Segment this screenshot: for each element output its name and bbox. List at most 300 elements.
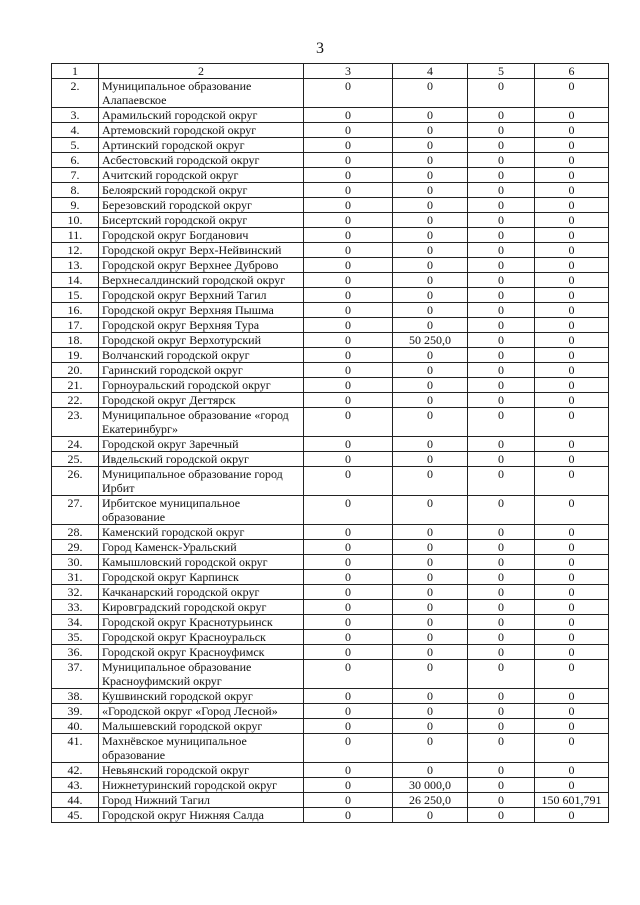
column-5-value-cell: 0 [468, 243, 535, 258]
column-3-value-cell: 0 [304, 630, 393, 645]
municipality-name-cell: Городской округ Красноуфимск [99, 645, 304, 660]
column-6-value-cell: 0 [535, 153, 609, 168]
table-row [52, 288, 609, 303]
column-6-value-cell: 0 [535, 437, 609, 452]
municipality-name-cell: Муниципальное образование Красноуфимский округ [99, 660, 304, 689]
row-number-cell: 35. [52, 630, 99, 645]
table-row [52, 585, 609, 600]
column-6-value-cell: 0 [535, 318, 609, 333]
column-4-value-cell: 0 [393, 378, 468, 393]
row-number-cell: 6. [52, 153, 99, 168]
column-6-value-cell: 0 [535, 258, 609, 273]
column-5-value-cell: 0 [468, 198, 535, 213]
column-6-value-cell: 0 [535, 778, 609, 793]
column-5-value-cell: 0 [468, 778, 535, 793]
row-number-cell: 19. [52, 348, 99, 363]
column-5-value-cell: 0 [468, 408, 535, 437]
row-number-cell: 34. [52, 615, 99, 630]
column-5-value-cell: 0 [468, 318, 535, 333]
column-4-value-cell: 0 [393, 630, 468, 645]
column-3-value-cell: 0 [304, 555, 393, 570]
municipality-name-cell: Город Нижний Тагил [99, 793, 304, 808]
row-number-cell: 5. [52, 138, 99, 153]
column-4-value-cell: 26 250,0 [393, 793, 468, 808]
row-number-cell: 43. [52, 778, 99, 793]
column-3-value-cell: 0 [304, 348, 393, 363]
column-6-value-cell: 0 [535, 540, 609, 555]
column-3-value-cell: 0 [304, 153, 393, 168]
column-4-value-cell: 0 [393, 123, 468, 138]
row-number-cell: 10. [52, 213, 99, 228]
column-5-value-cell: 0 [468, 570, 535, 585]
table-row [52, 273, 609, 288]
column-4-value-cell: 0 [393, 496, 468, 525]
table-row [52, 645, 609, 660]
table-row [52, 303, 609, 318]
table-row [52, 79, 609, 108]
column-3-value-cell: 0 [304, 763, 393, 778]
row-number-cell: 44. [52, 793, 99, 808]
table-row [52, 123, 609, 138]
municipality-name-cell: Городской округ Заречный [99, 437, 304, 452]
municipality-name-cell: Каменский городской округ [99, 525, 304, 540]
table-body [52, 79, 609, 823]
row-number-cell: 42. [52, 763, 99, 778]
row-number-cell: 4. [52, 123, 99, 138]
municipality-name-cell: Городской округ Верх-Нейвинский [99, 243, 304, 258]
page-number: 3 [316, 40, 324, 57]
row-number-cell: 15. [52, 288, 99, 303]
column-6-value-cell: 0 [535, 168, 609, 183]
table-row [52, 408, 609, 437]
municipality-name-cell: Городской округ Красноуральск [99, 630, 304, 645]
table-row [52, 437, 609, 452]
column-3-value-cell: 0 [304, 452, 393, 467]
column-3-value-cell: 0 [304, 213, 393, 228]
column-6-value-cell: 0 [535, 630, 609, 645]
table-row [52, 763, 609, 778]
column-5-value-cell: 0 [468, 763, 535, 778]
table-row [52, 570, 609, 585]
column-6-value-cell: 0 [535, 452, 609, 467]
column-4-value-cell: 0 [393, 763, 468, 778]
row-number-cell: 26. [52, 467, 99, 496]
column-6-value-cell: 0 [535, 108, 609, 123]
column-5-value-cell: 0 [468, 393, 535, 408]
table-row [52, 719, 609, 734]
column-5-value-cell: 0 [468, 437, 535, 452]
column-3-value-cell: 0 [304, 258, 393, 273]
column-5-value-cell: 0 [468, 363, 535, 378]
column-6-value-cell: 0 [535, 496, 609, 525]
column-3-value-cell: 0 [304, 243, 393, 258]
table-row [52, 808, 609, 823]
column-6-value-cell: 0 [535, 734, 609, 763]
column-6-value-cell: 0 [535, 704, 609, 719]
column-6-value-cell: 0 [535, 408, 609, 437]
table-row [52, 333, 609, 348]
column-6-value-cell: 0 [535, 763, 609, 778]
row-number-cell: 37. [52, 660, 99, 689]
table-row [52, 555, 609, 570]
table-row [52, 168, 609, 183]
municipality-name-cell: Асбестовский городской округ [99, 153, 304, 168]
column-6-value-cell: 0 [535, 363, 609, 378]
column-5-value-cell: 0 [468, 108, 535, 123]
row-number-cell: 7. [52, 168, 99, 183]
column-6-value-cell: 0 [535, 393, 609, 408]
column-4-value-cell: 0 [393, 363, 468, 378]
column-3-value-cell: 0 [304, 79, 393, 108]
column-3-value-cell: 0 [304, 778, 393, 793]
column-3-value-cell: 0 [304, 378, 393, 393]
column-5-value-cell: 0 [468, 452, 535, 467]
row-number-cell: 21. [52, 378, 99, 393]
municipality-name-cell: Муниципальное образование Алапаевское [99, 79, 304, 108]
column-6-value-cell: 0 [535, 555, 609, 570]
column-5-value-cell: 0 [468, 348, 535, 363]
table-row [52, 108, 609, 123]
row-number-cell: 14. [52, 273, 99, 288]
column-3-value-cell: 0 [304, 808, 393, 823]
municipality-name-cell: Ивдельский городской округ [99, 452, 304, 467]
column-3-value-cell: 0 [304, 585, 393, 600]
table-row [52, 778, 609, 793]
column-3-value-cell: 0 [304, 719, 393, 734]
row-number-cell: 11. [52, 228, 99, 243]
municipality-name-cell: Городской округ Верхняя Тура [99, 318, 304, 333]
table-row [52, 318, 609, 333]
column-5-value-cell: 0 [468, 734, 535, 763]
row-number-cell: 16. [52, 303, 99, 318]
column-6-value-cell: 150 601,791 [535, 793, 609, 808]
column-5-value-cell: 0 [468, 540, 535, 555]
table-row [52, 183, 609, 198]
column-3-value-cell: 0 [304, 363, 393, 378]
row-number-cell: 45. [52, 808, 99, 823]
column-4-value-cell: 0 [393, 168, 468, 183]
column-6-value-cell: 0 [535, 467, 609, 496]
row-number-cell: 31. [52, 570, 99, 585]
table-row [52, 496, 609, 525]
column-4-value-cell: 0 [393, 467, 468, 496]
column-4-value-cell: 0 [393, 452, 468, 467]
column-4-value-cell: 0 [393, 228, 468, 243]
column-4-value-cell: 0 [393, 183, 468, 198]
column-5-value-cell: 0 [468, 600, 535, 615]
municipality-name-cell: Березовский городской округ [99, 198, 304, 213]
column-6-value-cell: 0 [535, 585, 609, 600]
column-5-value-cell: 0 [468, 303, 535, 318]
column-header: 5 [468, 64, 535, 79]
table-row [52, 348, 609, 363]
column-5-value-cell: 0 [468, 808, 535, 823]
column-3-value-cell: 0 [304, 704, 393, 719]
column-6-value-cell: 0 [535, 138, 609, 153]
column-3-value-cell: 0 [304, 108, 393, 123]
row-number-cell: 36. [52, 645, 99, 660]
table-row [52, 734, 609, 763]
column-3-value-cell: 0 [304, 168, 393, 183]
row-number-cell: 2. [52, 79, 99, 108]
table-row [52, 153, 609, 168]
allocation-table [51, 63, 609, 823]
row-number-cell: 13. [52, 258, 99, 273]
table-row [52, 689, 609, 704]
column-3-value-cell: 0 [304, 496, 393, 525]
column-3-value-cell: 0 [304, 393, 393, 408]
row-number-cell: 25. [52, 452, 99, 467]
row-number-cell: 32. [52, 585, 99, 600]
column-3-value-cell: 0 [304, 318, 393, 333]
column-5-value-cell: 0 [468, 183, 535, 198]
column-4-value-cell: 0 [393, 213, 468, 228]
column-3-value-cell: 0 [304, 615, 393, 630]
column-6-value-cell: 0 [535, 808, 609, 823]
column-3-value-cell: 0 [304, 408, 393, 437]
column-3-value-cell: 0 [304, 273, 393, 288]
table-row [52, 393, 609, 408]
table-row [52, 228, 609, 243]
column-5-value-cell: 0 [468, 467, 535, 496]
municipality-name-cell: Городской округ Верхний Тагил [99, 288, 304, 303]
table-row [52, 704, 609, 719]
column-5-value-cell: 0 [468, 704, 535, 719]
column-6-value-cell: 0 [535, 198, 609, 213]
column-6-value-cell: 0 [535, 719, 609, 734]
column-header: 4 [393, 64, 468, 79]
municipality-name-cell: Артемовский городской округ [99, 123, 304, 138]
column-4-value-cell: 0 [393, 585, 468, 600]
column-4-value-cell: 0 [393, 348, 468, 363]
table-row [52, 452, 609, 467]
column-3-value-cell: 0 [304, 525, 393, 540]
row-number-cell: 23. [52, 408, 99, 437]
row-number-cell: 30. [52, 555, 99, 570]
column-6-value-cell: 0 [535, 348, 609, 363]
row-number-cell: 38. [52, 689, 99, 704]
row-number-cell: 28. [52, 525, 99, 540]
table-row [52, 467, 609, 496]
column-6-value-cell: 0 [535, 333, 609, 348]
municipality-name-cell: Городской округ Дегтярск [99, 393, 304, 408]
row-number-cell: 8. [52, 183, 99, 198]
column-5-value-cell: 0 [468, 273, 535, 288]
column-6-value-cell: 0 [535, 660, 609, 689]
row-number-cell: 39. [52, 704, 99, 719]
row-number-cell: 41. [52, 734, 99, 763]
column-3-value-cell: 0 [304, 198, 393, 213]
column-4-value-cell: 0 [393, 645, 468, 660]
municipality-name-cell: Кировградский городской округ [99, 600, 304, 615]
column-6-value-cell: 0 [535, 123, 609, 138]
column-6-value-cell: 0 [535, 79, 609, 108]
column-3-value-cell: 0 [304, 600, 393, 615]
column-3-value-cell: 0 [304, 123, 393, 138]
column-4-value-cell: 0 [393, 615, 468, 630]
row-number-cell: 12. [52, 243, 99, 258]
municipality-name-cell: Городской округ Краснотурьинск [99, 615, 304, 630]
column-4-value-cell: 0 [393, 273, 468, 288]
row-number-cell: 18. [52, 333, 99, 348]
column-6-value-cell: 0 [535, 183, 609, 198]
column-5-value-cell: 0 [468, 79, 535, 108]
column-5-value-cell: 0 [468, 288, 535, 303]
row-number-cell: 24. [52, 437, 99, 452]
municipality-name-cell: Городской округ Верхняя Пышма [99, 303, 304, 318]
column-4-value-cell: 0 [393, 525, 468, 540]
column-4-value-cell: 0 [393, 393, 468, 408]
column-3-value-cell: 0 [304, 437, 393, 452]
column-3-value-cell: 0 [304, 288, 393, 303]
municipality-name-cell: Камышловский городской округ [99, 555, 304, 570]
municipality-name-cell: Городской округ Верхнее Дуброво [99, 258, 304, 273]
column-4-value-cell: 0 [393, 734, 468, 763]
column-6-value-cell: 0 [535, 273, 609, 288]
column-5-value-cell: 0 [468, 213, 535, 228]
column-4-value-cell: 0 [393, 719, 468, 734]
row-number-cell: 27. [52, 496, 99, 525]
municipality-name-cell: Верхнесалдинский городской округ [99, 273, 304, 288]
table-row [52, 793, 609, 808]
column-6-value-cell: 0 [535, 288, 609, 303]
municipality-name-cell: Белоярский городской округ [99, 183, 304, 198]
column-4-value-cell: 0 [393, 303, 468, 318]
column-3-value-cell: 0 [304, 734, 393, 763]
table-row [52, 243, 609, 258]
table-row [52, 615, 609, 630]
column-5-value-cell: 0 [468, 555, 535, 570]
municipality-name-cell: Муниципальное образование город Ирбит [99, 467, 304, 496]
column-4-value-cell: 0 [393, 318, 468, 333]
municipality-name-cell: Нижнетуринский городской округ [99, 778, 304, 793]
municipality-name-cell: Артинский городской округ [99, 138, 304, 153]
column-4-value-cell: 0 [393, 138, 468, 153]
municipality-name-cell: Городской округ Нижняя Салда [99, 808, 304, 823]
column-4-value-cell: 0 [393, 408, 468, 437]
municipality-name-cell: Качканарский городской округ [99, 585, 304, 600]
column-6-value-cell: 0 [535, 213, 609, 228]
column-4-value-cell: 30 000,0 [393, 778, 468, 793]
column-5-value-cell: 0 [468, 615, 535, 630]
column-4-value-cell: 0 [393, 153, 468, 168]
table-row [52, 525, 609, 540]
column-3-value-cell: 0 [304, 660, 393, 689]
column-6-value-cell: 0 [535, 243, 609, 258]
column-3-value-cell: 0 [304, 540, 393, 555]
column-header: 1 [52, 64, 99, 79]
column-4-value-cell: 50 250,0 [393, 333, 468, 348]
table-row [52, 660, 609, 689]
column-4-value-cell: 0 [393, 108, 468, 123]
column-6-value-cell: 0 [535, 615, 609, 630]
column-6-value-cell: 0 [535, 303, 609, 318]
column-5-value-cell: 0 [468, 333, 535, 348]
column-3-value-cell: 0 [304, 228, 393, 243]
municipality-name-cell: Невьянский городской округ [99, 763, 304, 778]
municipality-name-cell: Гаринский городской округ [99, 363, 304, 378]
municipality-name-cell: Махнёвское муниципальное образование [99, 734, 304, 763]
column-6-value-cell: 0 [535, 378, 609, 393]
row-number-cell: 3. [52, 108, 99, 123]
column-5-value-cell: 0 [468, 689, 535, 704]
column-4-value-cell: 0 [393, 79, 468, 108]
column-5-value-cell: 0 [468, 525, 535, 540]
row-number-cell: 33. [52, 600, 99, 615]
column-3-value-cell: 0 [304, 138, 393, 153]
column-4-value-cell: 0 [393, 243, 468, 258]
column-5-value-cell: 0 [468, 719, 535, 734]
column-4-value-cell: 0 [393, 437, 468, 452]
column-6-value-cell: 0 [535, 689, 609, 704]
column-header: 2 [99, 64, 304, 79]
column-3-value-cell: 0 [304, 793, 393, 808]
municipality-name-cell: Ирбитское муниципальное образование [99, 496, 304, 525]
column-4-value-cell: 0 [393, 555, 468, 570]
column-3-value-cell: 0 [304, 333, 393, 348]
column-5-value-cell: 0 [468, 630, 535, 645]
column-4-value-cell: 0 [393, 600, 468, 615]
column-5-value-cell: 0 [468, 585, 535, 600]
table-row [52, 540, 609, 555]
column-3-value-cell: 0 [304, 183, 393, 198]
row-number-cell: 40. [52, 719, 99, 734]
column-5-value-cell: 0 [468, 258, 535, 273]
column-6-value-cell: 0 [535, 645, 609, 660]
column-4-value-cell: 0 [393, 660, 468, 689]
column-5-value-cell: 0 [468, 168, 535, 183]
column-4-value-cell: 0 [393, 704, 468, 719]
municipality-name-cell: Бисертский городской округ [99, 213, 304, 228]
column-5-value-cell: 0 [468, 793, 535, 808]
table-row [52, 600, 609, 615]
column-6-value-cell: 0 [535, 570, 609, 585]
row-number-cell: 20. [52, 363, 99, 378]
column-4-value-cell: 0 [393, 689, 468, 704]
column-3-value-cell: 0 [304, 645, 393, 660]
column-5-value-cell: 0 [468, 138, 535, 153]
column-3-value-cell: 0 [304, 570, 393, 585]
municipality-name-cell: «Городской округ «Город Лесной» [99, 704, 304, 719]
column-header: 6 [535, 64, 609, 79]
column-6-value-cell: 0 [535, 228, 609, 243]
column-5-value-cell: 0 [468, 496, 535, 525]
column-3-value-cell: 0 [304, 303, 393, 318]
table-row [52, 378, 609, 393]
column-5-value-cell: 0 [468, 123, 535, 138]
municipality-name-cell: Городской округ Карпинск [99, 570, 304, 585]
municipality-name-cell: Город Каменск-Уральский [99, 540, 304, 555]
column-5-value-cell: 0 [468, 660, 535, 689]
municipality-name-cell: Горноуральский городской округ [99, 378, 304, 393]
column-3-value-cell: 0 [304, 689, 393, 704]
column-6-value-cell: 0 [535, 600, 609, 615]
column-4-value-cell: 0 [393, 258, 468, 273]
table-row [52, 213, 609, 228]
column-4-value-cell: 0 [393, 198, 468, 213]
table-row [52, 198, 609, 213]
column-6-value-cell: 0 [535, 525, 609, 540]
column-4-value-cell: 0 [393, 288, 468, 303]
column-4-value-cell: 0 [393, 570, 468, 585]
row-number-cell: 29. [52, 540, 99, 555]
column-header: 3 [304, 64, 393, 79]
municipality-name-cell: Арамильский городской округ [99, 108, 304, 123]
municipality-name-cell: Городской округ Богданович [99, 228, 304, 243]
table-row [52, 258, 609, 273]
column-3-value-cell: 0 [304, 467, 393, 496]
municipality-name-cell: Муниципальное образование «город Екатеринбург» [99, 408, 304, 437]
